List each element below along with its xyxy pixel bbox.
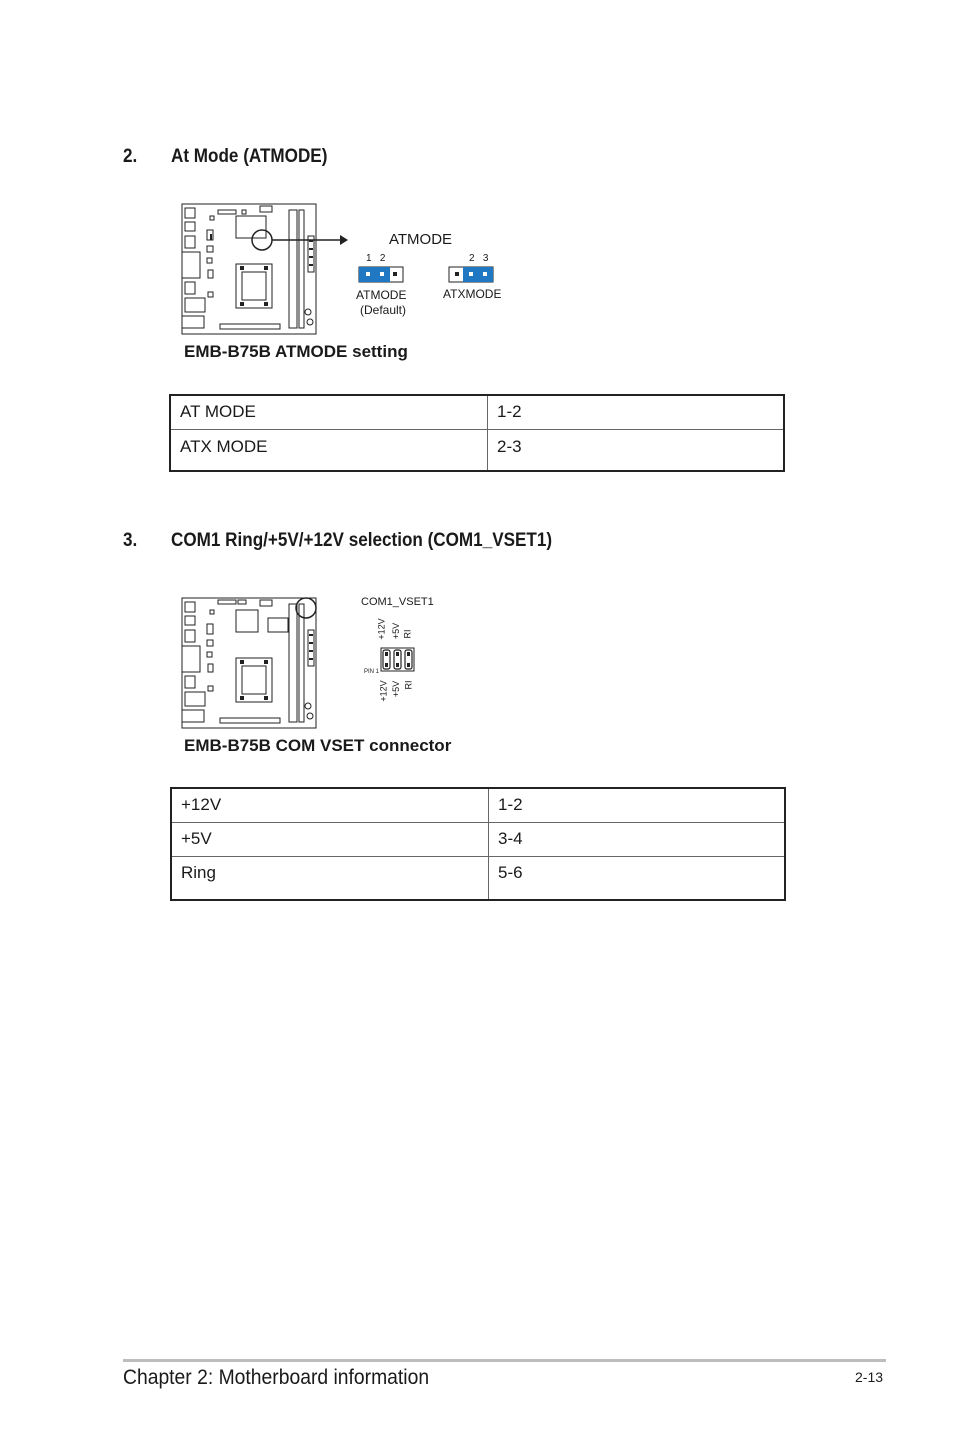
motherboard-diagram-com-vset: [180, 594, 330, 734]
com-vset-bottom-label-5v: +5V: [391, 680, 402, 698]
section-2-number: 2.: [123, 146, 138, 167]
com-vset-top-label-ri: RI: [402, 629, 413, 639]
pins-cell: 3-4: [489, 822, 786, 856]
footer-page-number: 2-13: [855, 1369, 884, 1385]
setting-cell: +5V: [171, 822, 489, 856]
pins-cell: 2-3: [488, 429, 785, 471]
setting-cell: AT MODE: [170, 395, 488, 429]
atmode-left-pin-numbers: 1 2: [366, 253, 386, 264]
footer-chapter-title: Chapter 2: Motherboard information: [123, 1366, 430, 1389]
com-vset-header-label: COM1_VSET1: [361, 596, 434, 608]
atmode-right-pin-numbers: 2 3: [469, 253, 489, 264]
table-row: [171, 788, 785, 822]
pins-cell: 5-6: [489, 856, 786, 900]
com-vset-top-label-12v: +12V: [376, 618, 387, 640]
pins-cell: 1-2: [489, 788, 786, 822]
table-row: [171, 856, 785, 900]
section-2-caption: EMB-B75B ATMODE setting: [184, 342, 408, 361]
section-3-number: 3.: [123, 530, 138, 551]
atmode-settings-table: [169, 394, 785, 472]
setting-cell: Ring: [171, 856, 489, 900]
atmode-left-sublabel: (Default): [360, 303, 407, 317]
table-row: [170, 429, 784, 471]
atmode-header-label: ATMODE: [389, 231, 453, 248]
com-vset-bottom-label-12v: +12V: [378, 680, 389, 702]
pins-cell: 1-2: [488, 395, 785, 429]
atmode-left-label: ATMODE: [356, 288, 407, 302]
atxmode-label: ATXMODE: [443, 287, 502, 301]
atxmode-jumper-icon: [448, 266, 496, 284]
table-row: [171, 822, 785, 856]
footer-rule: [123, 1359, 886, 1362]
setting-cell: +12V: [171, 788, 489, 822]
table-row: [170, 395, 784, 429]
section-3-caption: EMB-B75B COM VSET connector: [184, 736, 452, 755]
section-2-title: At Mode (ATMODE): [171, 146, 328, 167]
com-vset-top-label-5v: +5V: [391, 622, 402, 640]
com-vset-pin1-label: PIN 1: [364, 669, 380, 675]
com-vset-settings-table: [170, 787, 786, 901]
atmode-jumper-default-icon: [358, 266, 406, 284]
com-vset-jumper-icon: [380, 647, 416, 673]
com-vset-bottom-label-ri: RI: [403, 680, 414, 690]
section-3-title: COM1 Ring/+5V/+12V selection (COM1_VSET1): [171, 530, 553, 551]
setting-cell: ATX MODE: [170, 429, 488, 471]
